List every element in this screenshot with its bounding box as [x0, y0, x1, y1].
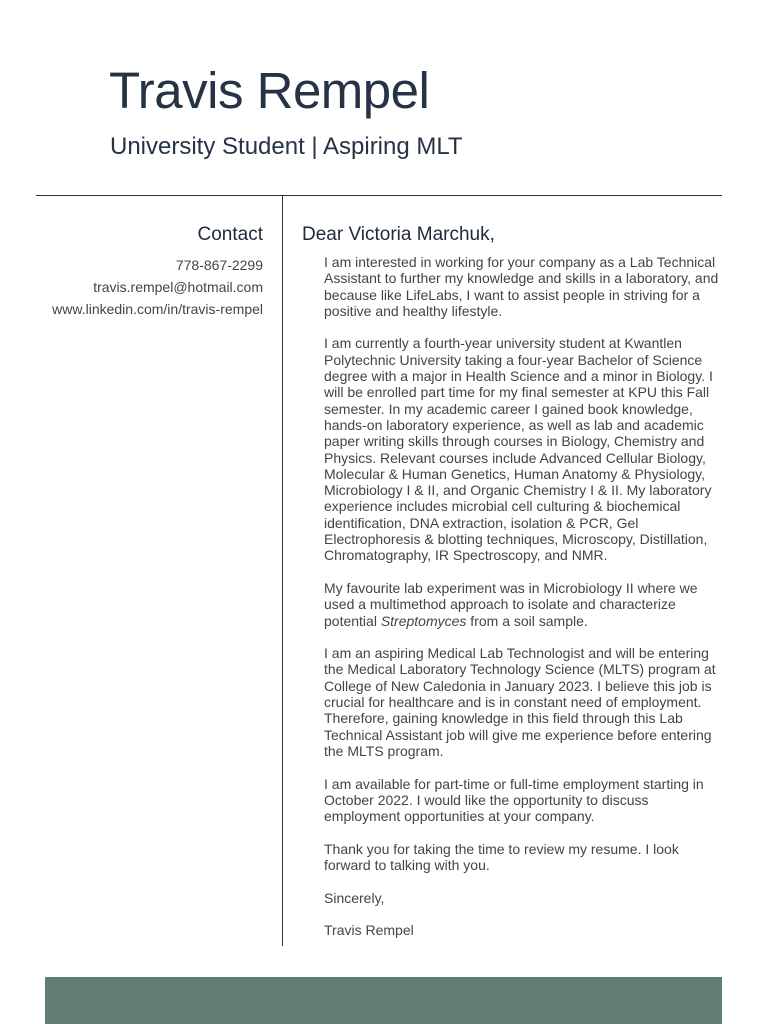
letter-body [324, 254, 719, 938]
contact-email: travis.rempel@hotmail.com [93, 279, 263, 295]
applicant-name: Travis Rempel [109, 62, 430, 119]
letter-paragraph-goals: I am an aspiring Medical Lab Technologist and will be entering the Medical Laboratory Technology Science (MLTS) program at College of New Caledonia in January 2023. I believe this job is crucial for healthcare and is in constant need of employment. Therefore, gaining knowledge in this field through this Lab Technical Assistant job will give me experience before entering the MLTS program. [324, 645, 716, 759]
experiment-organism: Streptomyces [380, 612, 467, 629]
letter-paragraph-experiment [324, 580, 719, 629]
letter-paragraph-intro: I am interested in working for your company as a Lab Technical Assistant to further my knowledge and skills in a laboratory, and because like LifeLabs, I want to assist people in striving for a positive and healthy lifestyle. [324, 254, 719, 319]
contact-heading: Contact [197, 224, 263, 245]
header-divider [36, 195, 722, 196]
column-divider [282, 196, 283, 946]
letter-signature: Travis Rempel [324, 922, 414, 939]
applicant-subtitle: University Student | Aspiring MLT [110, 133, 463, 160]
contact-phone: 778-867-2299 [175, 257, 263, 273]
letter-closing: Sincerely, [324, 889, 385, 906]
letter-paragraph-education: I am currently a fourth-year university student at Kwantlen Polytechnic University taking a four-year Bachelor of Science degree with a major in Health Science and a minor in Biology. I will be enrolled part time for my final semester at KPU this Fall semester. In my academic career I gained book knowledge, hands-on laboratory experience, as well as lab and academic paper writing skills through courses in Biology, Chemistry and Physics. Relevant courses include Advanced Cellular Biology, Molecular & Human Genetics, Human Anatomy & Physiology, Microbiology I & II, and Organic Chemistry I & II. My laboratory experience includes microbial cell culturing & biochemical identification, DNA extraction, isolation & PCR, Gel Electrophoresis & blotting techniques, Microscopy, Distillation, Chromatography, IR Spectroscopy, and NMR. [324, 335, 713, 564]
experiment-text-end: from a soil sample. [466, 612, 588, 629]
letter-paragraph-availability: I am available for part-time or full-time employment starting in October 2022. I would like the opportunity to discuss employment opportunities at your company. [324, 775, 704, 825]
footer-band [45, 977, 722, 1024]
contact-panel [30, 222, 263, 320]
letter-paragraph-thanks: Thank you for taking the time to review my resume. I look forward to talking with you. [324, 840, 679, 873]
letter-salutation: Dear Victoria Marchuk, [302, 224, 495, 245]
contact-linkedin: www.linkedin.com/in/travis-rempel [52, 301, 263, 317]
experiment-text-start: My favourite lab experiment was in Microbiology II where we used a multimethod approach to isolate and characterize potential [324, 579, 698, 629]
cover-letter [302, 222, 722, 955]
